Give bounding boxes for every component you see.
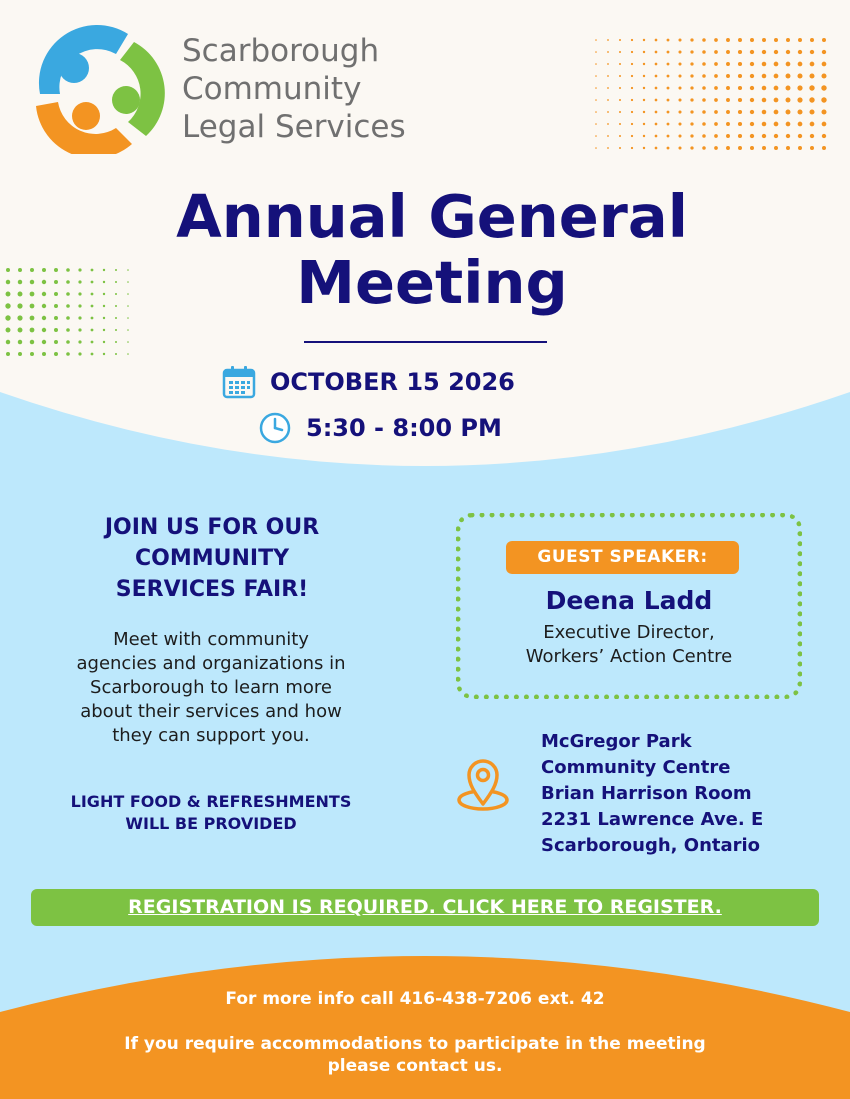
pattern-dot [619,39,621,41]
pattern-dot [702,110,706,114]
event-title [0,184,850,316]
pattern-dot [678,74,681,77]
pattern-dot [750,62,754,66]
event-date: OCTOBER 15 2026 [270,368,515,396]
pattern-dot [643,99,645,101]
pattern-dot [726,134,730,138]
event-time: 5:30 - 8:00 PM [306,414,502,442]
pattern-dot [607,39,609,41]
contact-info: For more info call 416-438-7206 ext. 42 [225,989,605,1009]
pattern-dot [774,86,779,91]
pattern-dot [667,99,670,102]
pattern-dot [774,110,779,115]
pattern-dot [631,75,633,77]
pattern-dot [738,62,742,66]
pattern-dot [690,38,693,41]
pattern-dot [631,111,633,113]
organization-name [182,32,406,146]
accommodation-note [40,1033,790,1077]
pattern-dot [690,86,693,89]
pattern-dot [821,85,826,90]
pattern-dot [786,62,791,67]
pattern-dot [91,341,94,344]
pattern-dot [619,75,621,77]
fair-heading-line: COMMUNITY [134,546,290,571]
pattern-dot [30,328,35,333]
pattern-dot [798,134,802,138]
pattern-dot [5,315,10,320]
pattern-dot [821,73,826,78]
pattern-dot [678,86,681,89]
pattern-dot [774,146,778,150]
pattern-dot [714,122,718,126]
pattern-dot [595,135,597,137]
pattern-dot [762,146,766,150]
pattern-dot [78,352,81,355]
pattern-dot [762,62,767,67]
pattern-dot [702,74,706,78]
pattern-dot [750,110,754,114]
pattern-dot [6,340,10,344]
pattern-dot [42,316,46,320]
pattern-dot [797,109,802,114]
pattern-dot [726,122,730,126]
address-line: Community Centre [541,757,731,778]
pattern-dot [690,146,693,149]
pattern-dot [738,74,742,78]
pattern-dot [619,99,621,101]
pattern-dot [18,328,23,333]
pattern-dot [774,98,779,103]
pattern-dot [786,110,791,115]
event-title-line: Meeting [296,248,568,317]
refreshments-line: LIGHT FOOD & REFRESHMENTS [70,792,352,811]
map-pin-icon [454,756,512,814]
pattern-dot [91,353,94,356]
pattern-dot [595,87,597,89]
pattern-dot [750,122,754,126]
pattern-dot [643,51,645,53]
pattern-dot [810,62,815,67]
pattern-dot [667,39,670,42]
pattern-dot [115,329,117,331]
pattern-dot [702,50,706,54]
pattern-dot [655,135,658,138]
address-line: 2231 Lawrence Ave. E [541,809,764,830]
pattern-dot [631,87,633,89]
pattern-dot [655,99,658,102]
pattern-dot [66,316,70,320]
pattern-dot [762,122,767,127]
pattern-dot [822,38,826,42]
pattern-dot [54,316,58,320]
pattern-dot [678,122,681,125]
pattern-dot [127,353,129,355]
pattern-dot [786,38,790,42]
pattern-dot [690,134,693,137]
fair-description-line: Scarborough to learn more [90,677,332,698]
pattern-dot [595,123,597,125]
pattern-dot [690,98,693,101]
pattern-dot [774,74,779,79]
pattern-dot [750,146,754,150]
pattern-dot [655,51,658,54]
pattern-dot [786,50,790,54]
event-time-row [258,410,502,446]
event-title-line: Annual General [176,182,688,251]
pattern-dot [726,110,730,114]
pattern-dot [631,63,633,65]
pattern-dot [678,146,681,149]
pattern-dot [54,352,58,356]
pattern-dot [809,85,814,90]
pattern-dot [726,50,730,54]
pattern-dot [750,50,754,54]
pattern-dot [619,51,621,53]
pattern-dot [30,340,34,344]
pattern-dot [667,75,670,78]
pattern-dot [798,38,802,42]
pattern-dot [714,134,718,138]
pattern-dot [738,146,742,150]
pattern-dot [798,146,802,150]
pattern-dot [30,316,35,321]
pattern-dot [607,51,609,53]
guest-speaker-badge: GUEST SPEAKER: [506,541,739,574]
fair-heading-line: SERVICES FAIR! [115,577,309,602]
pattern-dot [655,39,658,42]
pattern-dot [774,62,779,67]
pattern-dot [42,352,46,356]
pattern-dot [726,98,730,102]
pattern-dot [595,147,597,149]
pattern-dot [702,62,706,66]
pattern-dot [690,50,693,53]
pattern-dot [619,147,621,149]
pattern-dot [115,317,117,319]
address-line: Brian Harrison Room [541,783,752,804]
pattern-dot [738,38,742,42]
pattern-dot [774,134,778,138]
pattern-dot [607,75,609,77]
fair-heading [40,512,384,605]
pattern-dot [30,352,34,356]
refreshments-line: WILL BE PROVIDED [125,814,297,833]
pattern-dot [643,123,645,125]
pattern-dot [714,86,718,90]
pattern-dot [786,134,790,138]
event-date-row [222,364,515,400]
pattern-dot [726,62,730,66]
pattern-dot [738,50,742,54]
pattern-dot [655,63,658,66]
pattern-dot [690,110,693,113]
pattern-dot [643,63,645,65]
pattern-dot [127,317,129,319]
pattern-dot [631,135,633,137]
pattern-dot [714,62,718,66]
pattern-dot [91,329,94,332]
pattern-dot [738,98,742,102]
pattern-dot [690,74,693,77]
pattern-dot [595,51,597,53]
pattern-dot [619,135,621,137]
pattern-dot [678,50,681,53]
pattern-dot [702,38,706,42]
pattern-dot [643,87,645,89]
pattern-dot [750,38,754,42]
fair-description-line: about their services and how [80,701,342,722]
pattern-dot [607,147,609,149]
pattern-dot [667,87,670,90]
pattern-dot [655,87,658,90]
pattern-dot [702,134,706,138]
accommodation-line: If you require accommodations to participate in the meeting [124,1034,706,1054]
pattern-dot [667,63,670,66]
pattern-dot [822,62,827,67]
pattern-dot [607,99,609,101]
pattern-dot [643,75,645,77]
pattern-dot [607,135,609,137]
pattern-dot [66,328,70,332]
pattern-dot [607,87,609,89]
pattern-dot [762,86,767,91]
pattern-dot [762,134,766,138]
pattern-dot [678,38,681,41]
pattern-dot [78,340,81,343]
pattern-dot [738,110,742,114]
org-name-line: Scarborough [182,33,380,69]
pattern-dot [726,86,730,90]
pattern-dot [714,146,718,150]
pattern-dot [738,134,742,138]
pattern-dot [678,134,681,137]
pattern-dot [762,98,767,103]
pattern-dot [631,39,633,41]
calendar-icon [222,365,256,399]
pattern-dot [643,135,645,137]
pattern-dot [738,122,742,126]
pattern-dot [774,38,778,42]
pattern-dot [6,328,11,333]
pattern-dot [702,146,706,150]
pattern-dot [798,122,803,127]
pattern-dot [702,86,706,90]
pattern-dot [667,135,670,138]
pattern-dot [42,340,46,344]
address-line: Scarborough, Ontario [541,835,761,856]
pattern-dot [607,111,609,113]
pattern-dot [18,352,22,356]
pattern-dot [619,63,621,65]
pattern-dot [726,146,730,150]
pattern-dot [127,329,129,331]
pattern-dot [595,99,597,101]
pattern-dot [714,98,718,102]
pattern-dot [750,134,754,138]
pattern-dot [595,111,597,113]
pattern-dot [774,50,778,54]
pattern-dot [655,123,658,126]
pattern-dot [797,73,802,78]
pattern-dot [726,38,730,42]
fair-description [30,628,392,748]
pattern-dot [774,122,779,127]
pattern-dot [786,86,791,91]
pattern-dot [810,50,814,54]
pattern-dot [702,98,706,102]
pattern-dot [655,75,658,78]
pattern-dot [809,73,814,78]
pattern-dot [786,98,791,103]
pattern-dot [127,341,129,343]
venue-address [541,729,763,859]
speaker-role [456,621,802,669]
pattern-dot [822,122,827,127]
pattern-dot [631,99,633,101]
pattern-dot [103,341,105,343]
pattern-dot [822,50,826,54]
pattern-dot [798,62,803,67]
speaker-role-line: Executive Director, [543,622,715,643]
pattern-dot [762,38,766,42]
pattern-dot [797,97,802,102]
pattern-dot [750,86,754,90]
pattern-dot [798,50,802,54]
pattern-dot [631,123,633,125]
address-line: McGregor Park [541,731,692,752]
pattern-dot [786,146,790,150]
pattern-dot [738,86,742,90]
pattern-dot [631,51,633,53]
pattern-dot [678,98,681,101]
pattern-dot [631,147,633,149]
pattern-dot [714,38,718,42]
pattern-dot [797,85,802,90]
pattern-dot [667,111,670,114]
pattern-dot [595,75,597,77]
pattern-dot [810,122,815,127]
pattern-dot [643,147,645,149]
fair-description-line: agencies and organizations in [76,653,346,674]
fair-description-line: they can support you. [112,725,310,746]
pattern-dot [690,62,693,65]
title-divider [304,341,547,343]
accommodation-line: please contact us. [327,1056,503,1076]
pattern-dot [810,134,814,138]
pattern-dot [619,123,621,125]
fair-heading-line: JOIN US FOR OUR [104,515,320,540]
pattern-dot [54,340,58,344]
org-name-line: Legal Services [182,109,406,145]
pattern-dot [607,123,609,125]
pattern-dot [66,352,70,356]
pattern-dot [809,97,814,102]
pattern-dot [17,315,22,320]
pattern-dot [103,329,105,331]
pattern-dot [678,110,681,113]
pattern-dot [103,317,105,319]
pattern-dot [690,122,693,125]
register-link[interactable]: REGISTRATION IS REQUIRED. CLICK HERE TO REGISTER. [31,889,819,926]
pattern-dot [78,316,81,319]
pattern-dot [714,74,718,78]
pattern-dot [786,122,791,127]
fair-description-line: Meet with community [113,629,309,650]
pattern-dot [714,50,718,54]
pattern-dot [762,74,767,79]
pattern-dot [619,111,621,113]
people-circle-logo [30,24,165,154]
pattern-dot [702,122,706,126]
pattern-dot [726,74,730,78]
pattern-dot [714,110,718,114]
pattern-dot [54,328,58,332]
pattern-dot [643,39,645,41]
pattern-dot [595,39,597,41]
refreshments-note [16,791,406,835]
clock-icon [258,411,292,445]
pattern-dot [643,111,645,113]
pattern-dot [103,353,105,355]
pattern-dot [750,74,754,78]
pattern-dot [822,146,826,150]
pattern-dot [91,317,94,320]
speaker-name: Deena Ladd [545,586,713,615]
pattern-dot [822,134,826,138]
pattern-dot [655,111,658,114]
orange-dot-pattern [595,38,827,150]
pattern-dot [821,109,826,114]
pattern-dot [655,147,658,150]
pattern-dot [810,146,814,150]
pattern-dot [6,352,10,356]
pattern-dot [786,74,791,79]
pattern-dot [115,353,117,355]
pattern-dot [810,38,814,42]
pattern-dot [667,123,670,126]
pattern-dot [78,328,81,331]
pattern-dot [821,97,826,102]
pattern-dot [750,98,754,102]
pattern-dot [678,62,681,65]
speaker-role-line: Workers’ Action Centre [525,646,733,667]
pattern-dot [66,340,70,344]
pattern-dot [115,341,117,343]
pattern-dot [18,340,22,344]
org-name-line: Community [182,71,362,107]
pattern-dot [762,50,766,54]
pattern-dot [42,328,46,332]
pattern-dot [607,63,609,65]
pattern-dot [619,87,621,89]
pattern-dot [762,110,767,115]
pattern-dot [667,147,670,150]
pattern-dot [809,109,814,114]
pattern-dot [595,63,597,65]
pattern-dot [667,51,670,54]
